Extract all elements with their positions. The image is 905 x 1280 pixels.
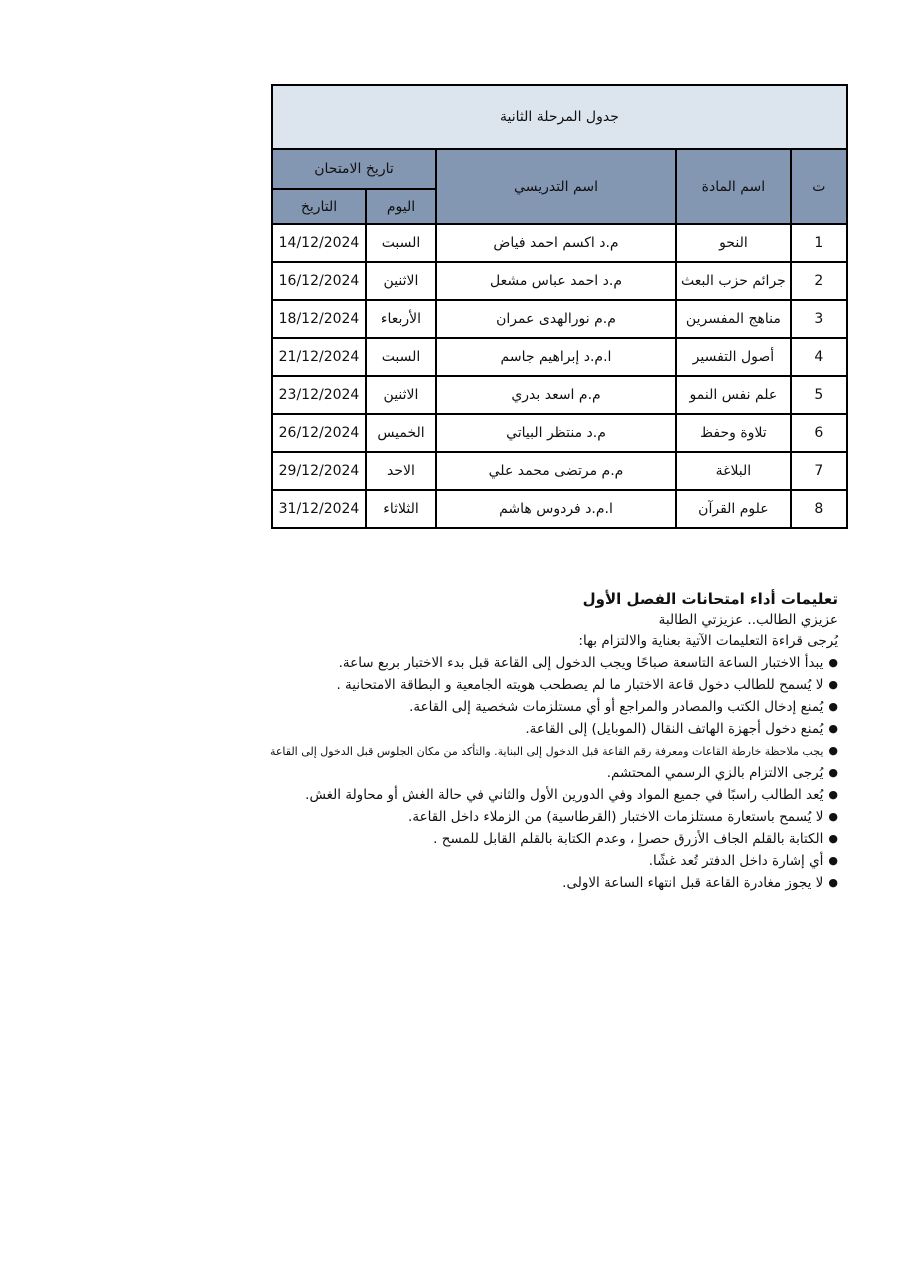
bullet-icon: ● <box>828 700 838 713</box>
header-instructor: اسم التدريسي <box>436 149 676 224</box>
table-row <box>272 338 847 376</box>
table-row <box>272 300 847 338</box>
cell-subject: النحو <box>676 224 791 262</box>
instruction-item <box>238 674 838 696</box>
table-row <box>272 452 847 490</box>
header-date: التاريخ <box>272 189 366 224</box>
bullet-icon: ● <box>828 788 838 801</box>
table-title-row <box>272 85 847 149</box>
cell-subject: علوم القرآن <box>676 490 791 528</box>
cell-index: 7 <box>791 452 847 490</box>
cell-subject: البلاغة <box>676 452 791 490</box>
cell-date: 18/12/2024 <box>272 300 366 338</box>
header-day: اليوم <box>366 189 436 224</box>
instruction-item <box>238 784 838 806</box>
cell-subject: أصول التفسير <box>676 338 791 376</box>
bullet-icon: ● <box>828 678 838 691</box>
cell-date: 31/12/2024 <box>272 490 366 528</box>
header-subject: اسم المادة <box>676 149 791 224</box>
cell-subject: جرائم حزب البعث <box>676 262 791 300</box>
instruction-text: يبدأ الاختبار الساعة التاسعة صباحًا ويجب الدخول إلى القاعة قبل بدء الاختبار بربع ساعة. <box>338 655 824 671</box>
cell-day: الثلاثاء <box>366 490 436 528</box>
instructions-section <box>238 589 838 894</box>
cell-instructor: م.م اسعد بدري <box>436 376 676 414</box>
cell-date: 29/12/2024 <box>272 452 366 490</box>
instruction-item <box>238 652 838 674</box>
instruction-item <box>238 806 838 828</box>
table-row <box>272 490 847 528</box>
instruction-text: يُرجى الالتزام بالزي الرسمي المحتشم. <box>606 765 824 781</box>
bullet-icon: ● <box>828 744 838 757</box>
table-row <box>272 262 847 300</box>
instruction-item <box>238 762 838 784</box>
cell-instructor: م.د منتظر البياتي <box>436 414 676 452</box>
instructions-intro: يُرجى قراءة التعليمات الآتية بعناية والالتزام بها: <box>578 633 838 649</box>
cell-instructor: م.م مرتضى محمد علي <box>436 452 676 490</box>
instructions-greeting: عزيزي الطالب.. عزيزتي الطالبة <box>658 612 838 628</box>
table-row <box>272 224 847 262</box>
cell-date: 14/12/2024 <box>272 224 366 262</box>
instruction-text: يُمنع إدخال الكتب والمصادر والمراجع أو أي مستلزمات شخصية إلى القاعة. <box>409 699 824 715</box>
cell-index: 1 <box>791 224 847 262</box>
instruction-item <box>238 872 838 894</box>
instruction-text: لا يُسمح باستعارة مستلزمات الاختبار (القرطاسية) من الزملاء داخل القاعة. <box>408 809 824 825</box>
instruction-item <box>238 718 838 740</box>
cell-subject: تلاوة وحفظ <box>676 414 791 452</box>
cell-date: 26/12/2024 <box>272 414 366 452</box>
cell-index: 3 <box>791 300 847 338</box>
header-index: ت <box>791 149 847 224</box>
cell-index: 2 <box>791 262 847 300</box>
cell-instructor: م.د احمد عباس مشعل <box>436 262 676 300</box>
instruction-text: الكتابة بالقلم الجاف الأزرق حصراٍ ، وعدم الكتابة بالقلم القابل للمسح . <box>433 831 824 847</box>
cell-day: الاثنين <box>366 376 436 414</box>
exam-schedule-table <box>271 84 848 529</box>
bullet-icon: ● <box>828 766 838 779</box>
cell-date: 21/12/2024 <box>272 338 366 376</box>
table-row <box>272 376 847 414</box>
bullet-icon: ● <box>828 722 838 735</box>
instruction-text: لا يُسمح للطالب دخول قاعة الاختبار ما لم يصطحب هويته الجامعية و البطاقة الامتحانية . <box>336 677 824 693</box>
instruction-text: لا يجوز مغادرة القاعة قبل انتهاء الساعة الاولى. <box>562 875 824 891</box>
table-row <box>272 414 847 452</box>
instruction-text: يجب ملاحظة خارطة القاعات ومعرفة رقم القاعة قبل الدخول إلى البناية. والتأكد من مكان الجلوس قبل الدخول إلى القاعة <box>269 745 824 758</box>
cell-day: الاحد <box>366 452 436 490</box>
cell-date: 16/12/2024 <box>272 262 366 300</box>
cell-date: 23/12/2024 <box>272 376 366 414</box>
instruction-item <box>238 850 838 872</box>
cell-subject: علم نفس النمو <box>676 376 791 414</box>
header-row-top <box>272 149 847 189</box>
instruction-text: أي إشارة داخل الدفتر تُعد غشًا. <box>648 853 824 869</box>
instructions-heading: تعليمات أداء امتحانات الفصل الأول <box>582 590 838 608</box>
cell-day: السبت <box>366 338 436 376</box>
cell-instructor: ا.م.د إبراهيم جاسم <box>436 338 676 376</box>
bullet-icon: ● <box>828 876 838 889</box>
cell-subject: مناهج المفسرين <box>676 300 791 338</box>
header-exam-date-group: تاريخ الامتحان <box>272 149 436 189</box>
cell-day: الأربعاء <box>366 300 436 338</box>
cell-index: 6 <box>791 414 847 452</box>
cell-index: 8 <box>791 490 847 528</box>
instruction-item <box>238 740 838 762</box>
cell-index: 5 <box>791 376 847 414</box>
instruction-text: يُمنع دخول أجهزة الهاتف النقال (الموبايل) إلى القاعة. <box>525 721 824 737</box>
cell-day: السبت <box>366 224 436 262</box>
bullet-icon: ● <box>828 854 838 867</box>
instruction-text: يُعد الطالب راسبًا في جميع المواد وفي الدورين الأول والثاني في حالة الغش أو محاولة الغش. <box>305 787 824 803</box>
bullet-icon: ● <box>828 810 838 823</box>
table-title: جدول المرحلة الثانية <box>272 85 847 149</box>
cell-instructor: ا.م.د فردوس هاشم <box>436 490 676 528</box>
cell-index: 4 <box>791 338 847 376</box>
cell-instructor: م.م نورالهدى عمران <box>436 300 676 338</box>
instruction-item <box>238 828 838 850</box>
cell-instructor: م.د اكسم احمد فياض <box>436 224 676 262</box>
cell-day: الخميس <box>366 414 436 452</box>
bullet-icon: ● <box>828 832 838 845</box>
instruction-item <box>238 696 838 718</box>
cell-day: الاثنين <box>366 262 436 300</box>
bullet-icon: ● <box>828 656 838 669</box>
